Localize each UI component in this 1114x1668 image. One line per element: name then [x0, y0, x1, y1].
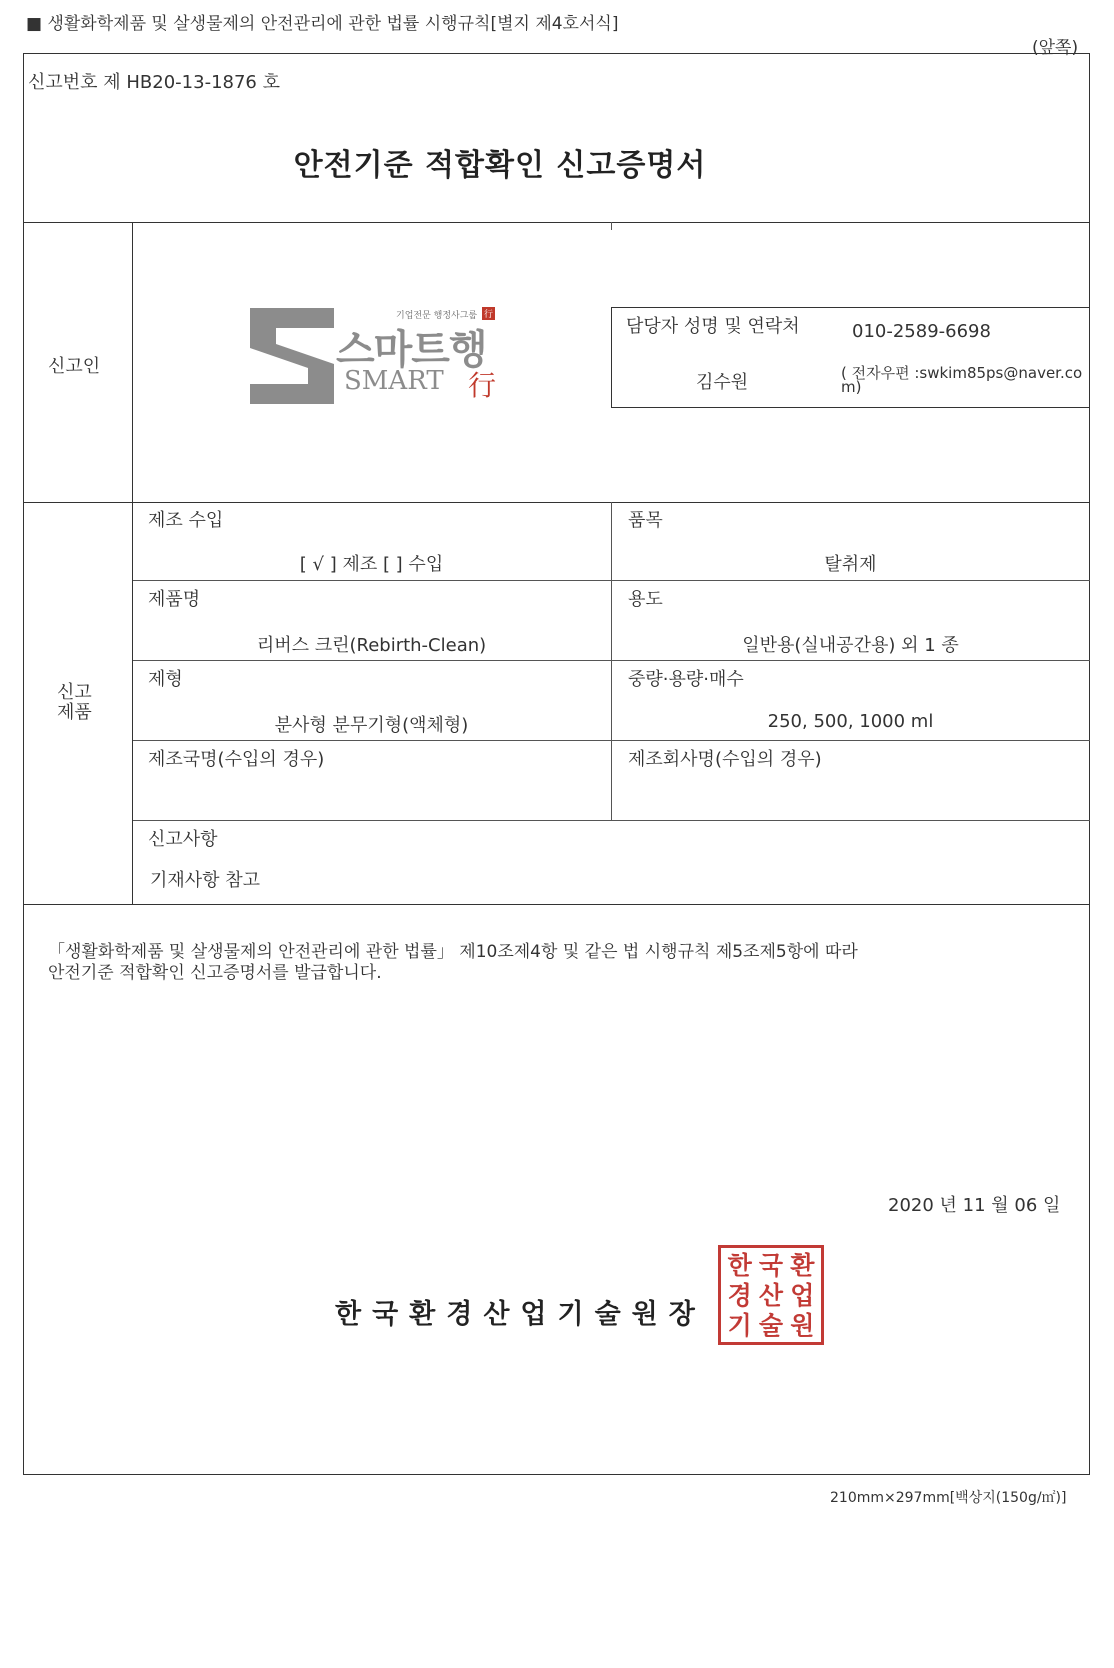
seal-char: 국	[758, 1251, 784, 1280]
product-section-label-1: 신고	[57, 682, 92, 703]
contact-email: ( 전자우편 :swkim85ps@naver.co	[841, 364, 1083, 382]
notes-value: 기재사항 참고	[150, 870, 261, 891]
divider	[132, 820, 1090, 821]
notes-label: 신고사항	[148, 829, 218, 850]
use-value: 일반용(실내공간용) 외 1 종	[742, 635, 959, 656]
contact-email-cont: m)	[841, 378, 862, 396]
use-label: 용도	[628, 589, 663, 610]
item-label: 품목	[628, 510, 663, 531]
product-name-value: 리버스 크린(Rebirth-Clean)	[256, 635, 487, 656]
seal-char: 한	[727, 1251, 752, 1280]
statement-line-2: 안전기준 적합확인 신고증명서를 발급합니다.	[48, 963, 382, 983]
seal-char: 업	[790, 1281, 815, 1310]
statement-line-1: 「생활화학제품 및 살생물제의 안전관리에 관한 법률」 제10조제4항 및 같은 법 시행규칙 제5조제5항에 따라	[48, 942, 858, 962]
form-type-label: 제형	[148, 669, 183, 690]
mfg-import-value: [ √ ] 제조 [ ] 수입	[299, 554, 444, 575]
contact-label: 담당자 성명 및 연락처	[626, 316, 800, 337]
s-logo-icon	[250, 308, 334, 404]
seal-char: 환	[790, 1251, 815, 1280]
divider	[23, 904, 1090, 905]
certificate-number: 신고번호 제 HB20-13-1876 호	[28, 72, 280, 93]
issuer-name: 한국환경산업기술원장	[335, 1299, 706, 1330]
side-indicator: (앞쪽)	[1032, 38, 1079, 58]
contact-name: 김수원	[696, 372, 749, 393]
paper-spec: 210mm×297mm[백상지(150g/㎡)]	[830, 1490, 1067, 1506]
form-reference: ■ 생활화학제품 및 살생물제의 안전관리에 관한 법률 시행규칙[별지 제4호서식]	[26, 14, 619, 34]
official-seal-stamp	[718, 1245, 824, 1345]
seal-char: 술	[758, 1311, 784, 1340]
divider	[23, 222, 1090, 223]
mfg-import-label: 제조 수입	[148, 510, 224, 531]
tick-mark	[611, 222, 612, 230]
item-value: 탈취제	[824, 554, 877, 575]
weight-label: 중량·용량·매수	[628, 669, 744, 690]
divider	[23, 502, 1090, 503]
page-title: 안전기준 적합확인 신고증명서	[293, 148, 707, 183]
watermark-tagline: 기업전문 행정사그룹	[396, 311, 478, 321]
watermark-brand-en: SMART	[344, 366, 444, 396]
seal-char: 원	[790, 1311, 815, 1340]
seal-char: 경	[727, 1281, 752, 1310]
product-section-label	[57, 683, 92, 723]
product-name-label: 제품명	[148, 589, 201, 610]
seal-char: 기	[727, 1311, 752, 1340]
contact-phone: 010-2589-6698	[852, 321, 991, 342]
watermark-logo	[250, 308, 500, 406]
weight-value: 250, 500, 1000 ml	[767, 711, 934, 732]
watermark-tagline-mark: 行	[482, 307, 495, 320]
watermark-brand-mark: 行	[468, 369, 497, 402]
watermark-brand-ko: 스마트행	[336, 327, 487, 373]
maker-label: 제조회사명(수입의 경우)	[628, 749, 822, 770]
country-label: 제조국명(수입의 경우)	[148, 749, 325, 770]
issue-date: 2020 년 11 월 06 일	[888, 1195, 1061, 1216]
reporter-section-label: 신고인	[48, 356, 101, 377]
seal-char: 산	[758, 1281, 784, 1310]
product-section-label-2: 제품	[57, 702, 92, 723]
form-type-value: 분사형 분무기형(액체형)	[274, 715, 469, 736]
